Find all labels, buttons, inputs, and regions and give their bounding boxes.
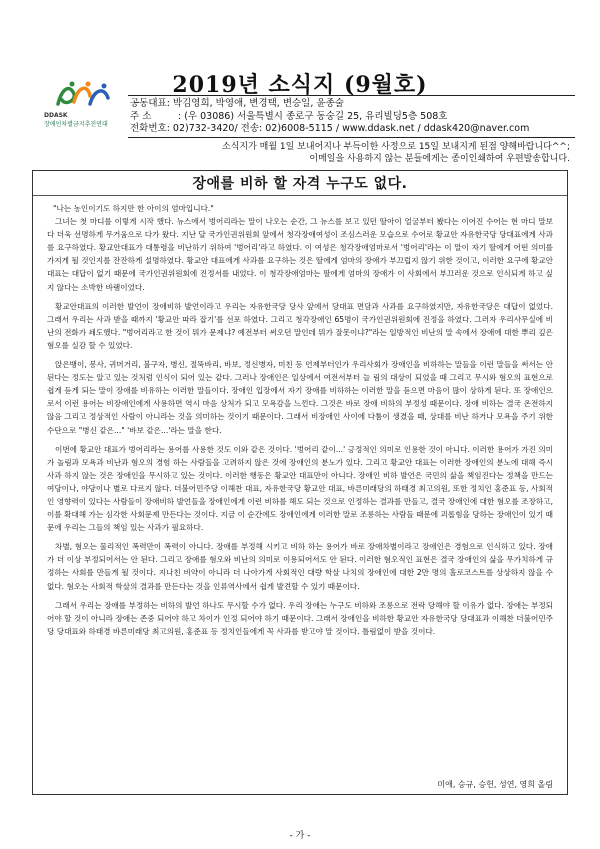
header-info	[130, 98, 529, 136]
page-number: - 가 -	[289, 831, 311, 841]
article-paragraph: 그래서 우리는 장애를 부정하는 비하의 발언 하나도 무시할 수가 없다. 우리 장애는 누구도 비하와 조롱으로 전락 당해야 할 이유가 없다. 장애는 부정되어야 할 것이 아니라 장애는 존중 되어야 하고 차이가 인정 되어야 하기 때문이다. 그래서 장애인을 비하한 황교안 자유한국당 당대표과 이해찬 더불어민주당 당대표와 하태경 바른미래당 최고의원, 홍준표 등 정치인들에게 꼭 사과를 받고야 말 것이다. 틀림없이 받을 것이다.	[47, 600, 553, 636]
info-address-text: : (우 03086) 서울특별시 종로구 동숭길 25, 유리빌딩5층 508호	[178, 110, 448, 122]
title-rule-top	[128, 95, 575, 96]
newsletter-title: 2019년 소식지 (9월호)	[172, 72, 428, 98]
article-paragraph: 이번에 황교안 대표가 벙어리라는 용어를 사용한 것도 이와 같은 것이다. '벙어리 같이...' 긍정적인 의미로 인용한 것이 아니다. 이러한 용어가 가진 의미가 놀림과 모욕과 비난과 혐오의 경험 하는 사람들을 고려하지 않은 것에 장애인의 분노가 있다. 그리고 황교안 대표는 이러한 장애인의 분노에 대해 즉시 사과 하지 않는 것은 장애인을 무시하고 있는 것이다. 이러한 행동은 황교안 대표만이 아니다. 장애인 비하 발언은 국민의 삶을 책임진다는 정책을 만드는 여당이나, 야당이나 별로 다르지 않다. 더불어민주당 이해찬 대표, 자유한국당 황교안 대표, 바른미래당의 하태경 최고의원, 또한 정치인 홍준표 등, 사회적인 영향력이 있다는 사람들이 장애비하 발언들을 장애인에게 이런 비하를 해도 되는 것으로 인정하는 결과를 만들고, 결국 장애인에 대한 혐오를 조장하고, 이를 확대해 가는 심각한 사회문제 만든다는 것이다. 지금 이 순간에도 장애인에게 이러한 말로 조롱하는 사람들 때문에 괴롭힘을 당하는 장애인이 있기 때문에 우리는 그들의 책임 있는 사과가 필요하다.	[47, 444, 553, 533]
article-paragraph: 황교안대표의 이러한 발언이 장애비하 발언이라고 우리는 자유한국당 당사 앞에서 당대표 면담과 사과를 요구하였지만, 자유한국당은 대답이 없었다. 그래서 우리는 사과 받을 때까지 '황교안 따라 잡기'를 선포 하였다. 그리고 청각장애인 65명이 국가인권위원회에 진정을 하였다. 그러자 우리사무실에 비난의 전화가 쇄도했다. "벙어리라고 한 것이 뭐가 문제냐? 예전부터 써오던 말인데 뭐가 잘못이냐?"라는 일방적인 비난의 말 속에서 장애에 대한 뿌리 깊은 혐오를 실감 할 수 있었다.	[47, 301, 553, 350]
notice-line-2: 이메일을 사용하지 않는 분들에게는 종이인쇄하여 우편발송합니다.	[309, 154, 570, 164]
article-headline: 장애를 비하 할 자격 누구도 없다.	[192, 176, 408, 192]
info-contact-text: 전화번호: 02)732-3420/ 전송: 02)6008-5115 / www.ddask.net / ddask420@naver.com	[130, 123, 530, 134]
article-paragraph: "나는 농인이기도 하지만 한 아이의 엄마입니다."	[53, 204, 214, 213]
logo-org-name: DDASK	[44, 112, 68, 119]
article-paragraph: 앉은뱅이, 봉사, 귀머거리, 불구자, 병신, 절뚝바리, 바보, 정신병자, 미친 등 언제부터인가 우리사회가 장애인을 비하하는 말들을 이런 말들을 써서는 안 된다는 정도는 알고 있는 것처럼 인식이 되어 있는 같다. 그러나 장애인은 일상에서 여전서부터 늘 림의 대상이 되었을 때 그리고 무시와 혐오의 표현으로 쉽게 듣게 되는 말이 장애를 비유하는 이러한 말들이다. 장애인 입장에서 자기 장애를 비하하는 이러한 말을 듣으면 마음이 많이 상하게 된다. 또 장애인으로서 이런 용어는 비장애인에게 사용하면 역시 마음 상처가 되고 모욕감을 느낀다. 그것은 바로 장애 비하의 부정성 때문이다. 장애 비하는 결국 온전하지 않음 그리고 정상적인 사람이 아니라는 것을 의미하는 것이기 때문이다. 그래서 비장애인 사이에 다툼이 생겼을 때, 상대를 비난 하거나 모욕을 주기 위한 수단으로 "병신 같은..." '바보 같은...'라는 말을 한다.	[47, 360, 553, 435]
article-signature: 미애, 승규, 승헌, 성연, 영희 올림	[437, 780, 553, 789]
notice-line-1: 소식지가 매월 1일 보내어지나 부득이한 사정으로 15일 보내지게 된점 양해바랍니다^^;	[222, 142, 570, 152]
article-box	[32, 170, 568, 795]
info-contact	[130, 123, 529, 136]
headline-divider	[33, 195, 567, 196]
article-body	[47, 202, 553, 644]
info-representatives-text: 공동대표: 박김영희, 박영애, 변경택, 변승일, 윤종술	[130, 98, 344, 109]
logo-subtitle: 장애인차별금지추진연대	[44, 121, 108, 128]
notice	[222, 141, 570, 165]
info-address	[130, 111, 529, 124]
article-paragraph: 차별, 혐오는 물리적인 폭력만이 폭력이 아니다. 장애를 부정해 시키고 비하 하는 용어가 바로 장애차별이라고 장애인은 경험으로 인식하고 있다. 장애가 더 이상 부정되어서는 안 된다. 그리고 장애를 혐오와 비난의 의미로 이용되어서도 안 된다. 이러한 혐오적인 표현은 결국 장애인의 삶을 무가치하게 규정하는 사회를 만들게 될 것이다. 지나친 비약이 아니라 더 나아가게 사회적인 대량 학살 나치의 장애인에 대한 2만 명의 홀로코스트를 상상하지 않을 수 없다. 혐오는 사회적 학살의 결과를 만든다는 것을 인류역사에서 쉽게 발견할 수 있기 때문이다.	[47, 542, 553, 591]
article-paragraph: 그녀는 첫 마디를 이렇게 시작 했다. 뉴스에서 벙어리라는 말이 나오는 순간, 그 뉴스를 보고 있던 딸아이 얼굴부터 봤다는 이어진 수어는 현 마디 말보다 더욱 선명하게 무거움으로 다가 왔다. 지난 달 국가인권위원회 앞에서 청각장애여성이 조심스러운 모습으로 수어로 황교안 자유한국당 당대표에게 사과를 요구하였다. 황교안대표가 대통령을 비난하기 위하여 '벙어리'라고 하였다. 이 여성은 청각장애엄마로서 '벙어리'라는 이 말이 자기 딸에게 어떤 의미를 가지게 될 것인지를 잔잔하게 설명하였다. 황교안 대표에게 사과를 요구하는 것은 딸에게 엄마의 장애가 부끄럽지 않기 위한 것이고, 이러한 요구에 황교안 대표는 대답이 없기 때문에 국가인권위원회에 진정서를 내었다. 이 청각장애엄마는 딸에게 엄마의 장애가 이 사회에서 부끄러운 것으로 인식되게 하고 싶지 않다는 소박한 바램이었다.	[47, 217, 553, 292]
info-address-label: 주 소	[130, 110, 152, 122]
header-rule-bottom	[128, 137, 575, 138]
info-representatives	[130, 98, 529, 111]
